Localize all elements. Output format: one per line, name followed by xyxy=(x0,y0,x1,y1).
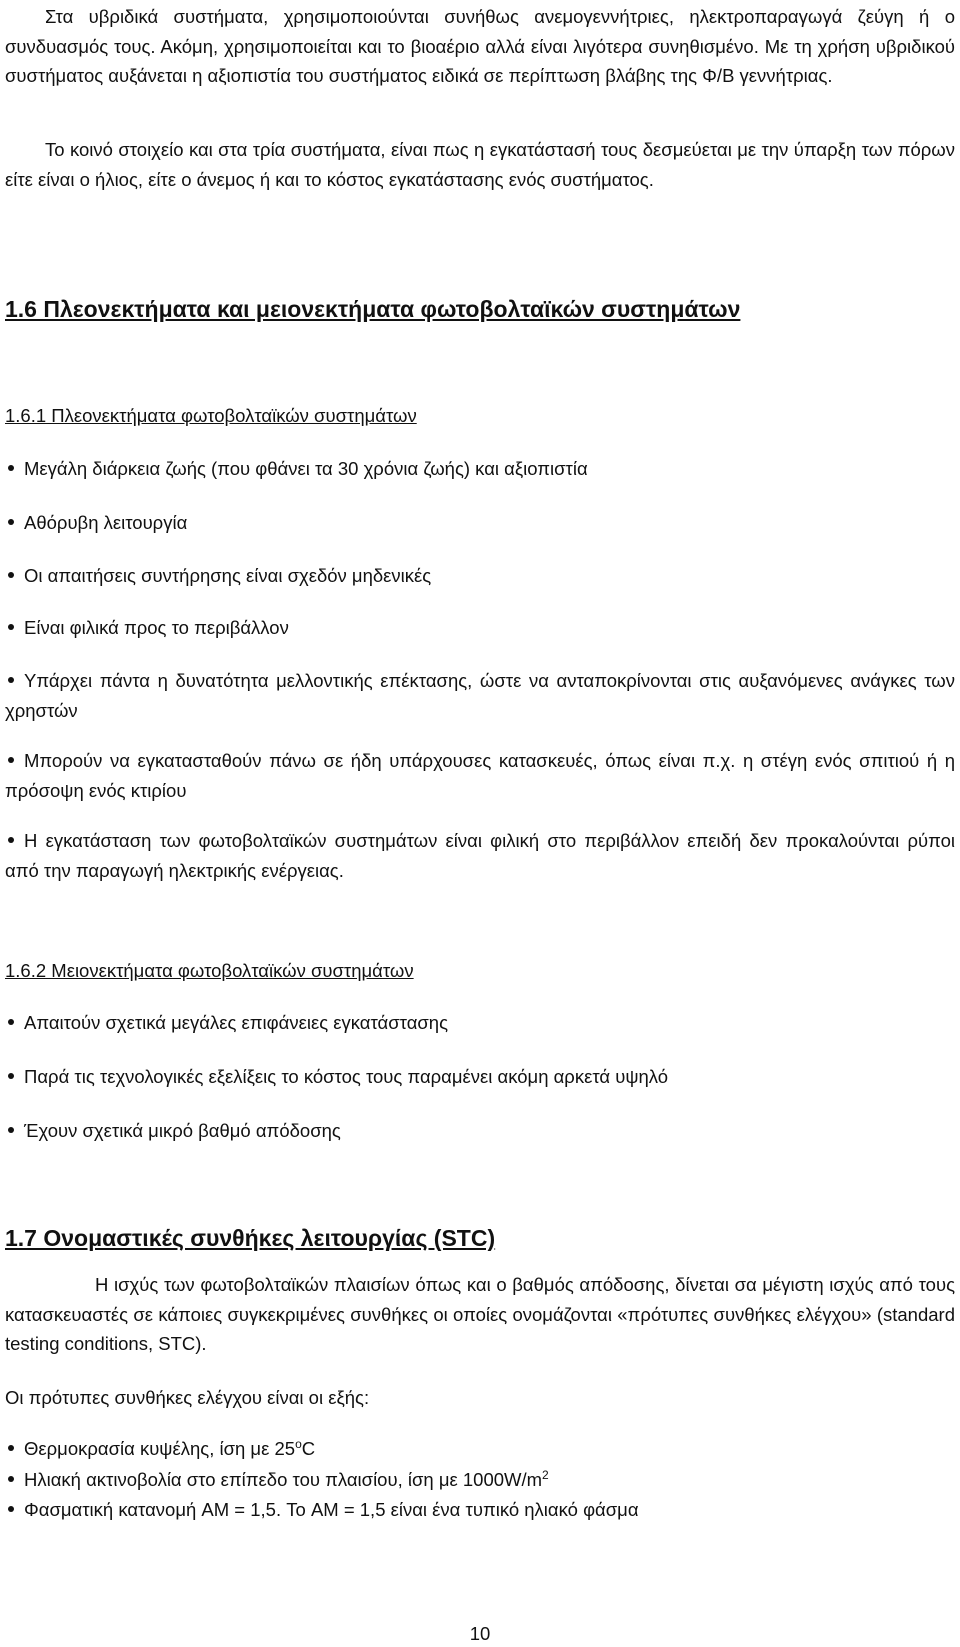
paragraph-text: Το κοινό στοιχείο και στα τρία συστήματα, είναι πως η εγκατάστασή τους δεσμεύεται με την ύπαρξη των πόρων είτε είναι ο ήλιος, είτε ο άνεμος ή και το κόστος εγκατάστασης ενός συστήματος. xyxy=(5,139,955,190)
paragraph-hybrid-systems xyxy=(5,2,955,91)
page-number: 10 xyxy=(469,1623,491,1644)
list-item-advantage: Οι απαιτήσεις συντήρησης είναι σχεδόν μηδενικές xyxy=(5,561,955,591)
bullet-icon xyxy=(8,1506,14,1512)
list-item-advantage: Μπορούν να εγκατασταθούν πάνω σε ήδη υπάρχουσες κατασκευές, όπως είναι π.χ. η στέγη ενός σπιτιού ή η πρόσοψη ενός κτιρίου xyxy=(5,750,955,801)
list-item-condition-air-mass: Φασματική κατανομή AM = 1,5. Το AM = 1,5 είναι ένα τυπικό ηλιακό φάσμα xyxy=(5,1495,955,1525)
bullet-icon xyxy=(8,837,14,843)
list-item-advantage: Αθόρυβη λειτουργία xyxy=(5,508,955,538)
list-item-condition-temperature: Θερμοκρασία κυψέλης, ίση με 25$^o$C xyxy=(5,1434,955,1464)
bullet-icon xyxy=(8,465,14,471)
list-item-disadvantage: Παρά τις τεχνολογικές εξελίξεις το κόστος τους παραμένει ακόμη αρκετά υψηλό xyxy=(5,1062,955,1092)
section-heading-1-6 xyxy=(5,294,955,324)
list-item-advantage: Μεγάλη διάρκεια ζωής (που φθάνει τα 30 χρόνια ζωής) και αξιοπιστία xyxy=(5,454,955,484)
paragraph-text: Οι πρότυπες συνθήκες ελέγχου είναι οι εξής: xyxy=(5,1387,370,1408)
section-title: 1.6 Πλεονεκτήματα και μειονεκτήματα φωτοβολταϊκών συστημάτων xyxy=(5,296,741,322)
list-item-disadvantage: Απαιτούν σχετικά μεγάλες επιφάνειες εγκατάστασης xyxy=(5,1008,955,1038)
subsection-title: 1.6.2 Μειονεκτήματα φωτοβολταϊκών συστημάτων xyxy=(5,960,414,981)
paragraph-stc-label xyxy=(5,1383,955,1413)
bullet-icon xyxy=(8,1127,14,1133)
bullet-icon xyxy=(8,1445,14,1451)
subsection-heading-1-6-1 xyxy=(5,403,955,429)
bullet-icon xyxy=(8,677,14,683)
list-item-advantage: Είναι φιλικά προς το περιβάλλον xyxy=(5,613,955,643)
paragraph-stc-intro xyxy=(5,1270,955,1359)
list-item-condition-irradiance: Ηλιακή ακτινοβολία στο επίπεδο του πλαισίου, ίση με $1000W/m^2$ xyxy=(5,1465,955,1495)
paragraph-text: Στα υβριδικά συστήματα, χρησιμοποιούνται συνήθως ανεμογεννήτριες, ηλεκτροπαραγωγά ζεύγη ή ο συνδυασμός τους. Ακόμη, χρησιμοποιείται και το βιοαέριο αλλά είναι λιγότερα συνηθισμένο. Με τη χρήση υβριδικού συστήματος αυξάνεται η αξιοπιστία του συστήματος ειδικά σε περίπτωση βλάβης της Φ/Β γεννήτριας. xyxy=(5,6,955,86)
list-item-advantage: Η εγκατάσταση των φωτοβολταϊκών συστημάτων είναι φιλική στο περιβάλλον επειδή δεν προκαλούνται ρύποι από την παραγωγή ηλεκτρικής ενέργειας. xyxy=(5,830,955,881)
bullet-icon xyxy=(8,572,14,578)
bullet-icon xyxy=(8,757,14,763)
bullet-icon xyxy=(8,624,14,630)
section-heading-1-7 xyxy=(5,1223,955,1253)
subsection-title: 1.6.1 Πλεονεκτήματα φωτοβολταϊκών συστημάτων xyxy=(5,405,417,426)
paragraph-common-element xyxy=(5,135,955,194)
subsection-heading-1-6-2 xyxy=(5,958,955,984)
bullet-icon xyxy=(8,1073,14,1079)
paragraph-text: Η ισχύς των φωτοβολταϊκών πλαισίων όπως και ο βαθμός απόδοσης, δίνεται σα μέγιστη ισχύς από τους κατασκευαστές σε κάποιες συγκεκριμένες συνθήκες οι οποίες ονομάζονται «πρότυπες συνθήκες ελέγχου» (standard testing conditions, STC). xyxy=(5,1274,955,1354)
section-title: 1.7 Ονομαστικές συνθήκες λειτουργίας (STC) xyxy=(5,1225,496,1251)
bullet-icon xyxy=(8,1476,14,1482)
bullet-icon xyxy=(8,1019,14,1025)
bullet-icon xyxy=(8,519,14,525)
list-item-advantage: Υπάρχει πάντα η δυνατότητα μελλοντικής επέκτασης, ώστε να ανταποκρίνονται στις αυξανόμενες ανάγκες των χρηστών xyxy=(5,670,955,721)
list-item-disadvantage: Έχουν σχετικά μικρό βαθμό απόδοσης xyxy=(5,1116,955,1146)
